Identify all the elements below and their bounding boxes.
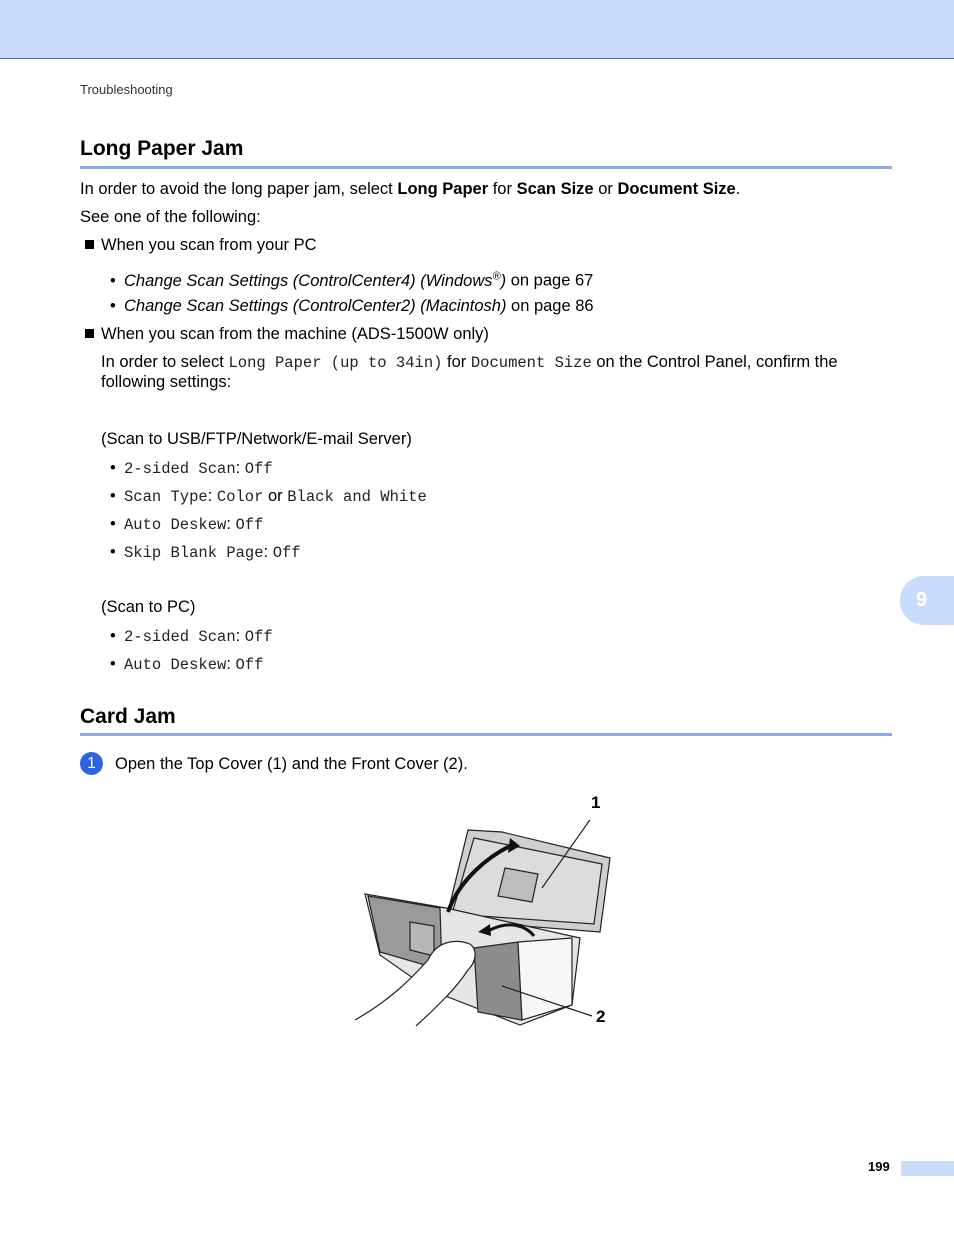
setting-value: Color bbox=[216, 488, 264, 506]
chapter-number: 9 bbox=[916, 589, 928, 611]
registered-mark: ® bbox=[492, 270, 501, 282]
long-paper-term: Long Paper bbox=[397, 180, 489, 198]
link-title-end[interactable]: ) bbox=[500, 271, 507, 290]
setting-name: 2-sided Scan bbox=[124, 460, 236, 478]
setting-value: Off bbox=[235, 656, 264, 674]
machine-instructions-line2: following settings: bbox=[101, 373, 232, 391]
intro-paragraph bbox=[80, 179, 740, 199]
setting-item bbox=[110, 626, 273, 647]
lcd-setting-name: Document Size bbox=[470, 354, 592, 372]
setting-sep: : bbox=[207, 487, 217, 505]
setting-item bbox=[110, 486, 427, 507]
page-number-tab bbox=[901, 1161, 954, 1176]
bullet-dot-icon: • bbox=[110, 459, 116, 477]
bullet-scan-from-pc bbox=[85, 235, 317, 255]
link-item bbox=[110, 296, 594, 316]
intro-text: In order to avoid the long paper jam, select bbox=[80, 180, 398, 198]
setting-sep: : bbox=[235, 627, 245, 645]
bullet-dot-icon: • bbox=[110, 487, 116, 505]
cross-reference-link[interactable]: Change Scan Settings (ControlCenter2) (Macintosh) bbox=[124, 297, 507, 315]
setting-value: Off bbox=[244, 460, 273, 478]
lcd-setting-value: Long Paper (up to 34in) bbox=[228, 354, 443, 372]
intro-text: or bbox=[593, 180, 618, 198]
bullet-label: When you scan from your PC bbox=[101, 236, 317, 254]
see-following-text: See one of the following: bbox=[80, 208, 261, 226]
setting-value: Off bbox=[235, 516, 264, 534]
bullet-dot-icon: • bbox=[110, 655, 116, 673]
step-instruction: Open the Top Cover (1) and the Front Cover (2). bbox=[115, 755, 468, 773]
section-title-card-jam: Card Jam bbox=[80, 705, 176, 728]
square-bullet-icon bbox=[85, 329, 94, 338]
cross-reference-link[interactable] bbox=[124, 272, 506, 290]
setting-item bbox=[110, 458, 273, 479]
instr-text: for bbox=[442, 353, 471, 371]
setting-name: Scan Type bbox=[124, 488, 208, 506]
scanner-illustration bbox=[350, 820, 630, 1030]
bullet-dot-icon: • bbox=[110, 515, 116, 533]
setting-name: Auto Deskew bbox=[124, 516, 227, 534]
link-item bbox=[110, 266, 593, 291]
setting-sep: : bbox=[226, 655, 236, 673]
breadcrumb[interactable]: Troubleshooting bbox=[80, 82, 173, 97]
bullet-dot-icon: • bbox=[110, 627, 116, 645]
setting-name: Skip Blank Page bbox=[124, 544, 264, 562]
setting-sep: : bbox=[226, 515, 236, 533]
callout-label-top-cover: 1 bbox=[591, 793, 601, 812]
setting-item bbox=[110, 654, 263, 675]
section-rule bbox=[80, 166, 892, 169]
section-title-long-paper-jam: Long Paper Jam bbox=[80, 137, 244, 160]
pc-subheading: (Scan to PC) bbox=[101, 598, 196, 616]
intro-text: for bbox=[488, 180, 517, 198]
instr-text: In order to select bbox=[101, 353, 229, 371]
scan-size-term: Scan Size bbox=[516, 180, 594, 198]
bullet-scan-from-machine bbox=[85, 324, 489, 344]
setting-item bbox=[110, 514, 263, 535]
page-reference: on page 67 bbox=[506, 271, 594, 290]
setting-sep: : bbox=[263, 543, 273, 561]
bullet-dot-icon: • bbox=[110, 543, 116, 561]
square-bullet-icon bbox=[85, 240, 94, 249]
page-number: 199 bbox=[868, 1159, 890, 1174]
instr-text: on the Control Panel, confirm the bbox=[591, 353, 838, 371]
step-number-badge: 1 bbox=[80, 752, 103, 775]
setting-value: Black and White bbox=[287, 488, 427, 506]
setting-or: or bbox=[263, 487, 288, 505]
setting-value: Off bbox=[272, 544, 301, 562]
document-size-term: Document Size bbox=[617, 180, 736, 198]
page-reference: on page 86 bbox=[506, 297, 594, 315]
chapter-tab[interactable] bbox=[900, 576, 954, 625]
link-title[interactable]: Change Scan Settings (ControlCenter4) (Windows bbox=[124, 271, 493, 290]
setting-name: Auto Deskew bbox=[124, 656, 227, 674]
intro-text: . bbox=[735, 180, 741, 198]
header-band bbox=[0, 0, 954, 59]
bullet-dot-icon: • bbox=[110, 297, 116, 315]
setting-name: 2-sided Scan bbox=[124, 628, 236, 646]
bullet-label: When you scan from the machine (ADS-1500W only) bbox=[101, 325, 489, 343]
callout-label-front-cover: 2 bbox=[596, 1007, 606, 1026]
section-rule bbox=[80, 733, 892, 736]
setting-item bbox=[110, 542, 301, 563]
setting-sep: : bbox=[235, 459, 245, 477]
bullet-dot-icon: • bbox=[110, 271, 116, 290]
setting-value: Off bbox=[244, 628, 273, 646]
machine-instructions bbox=[101, 352, 838, 373]
usb-subheading: (Scan to USB/FTP/Network/E-mail Server) bbox=[101, 430, 412, 448]
